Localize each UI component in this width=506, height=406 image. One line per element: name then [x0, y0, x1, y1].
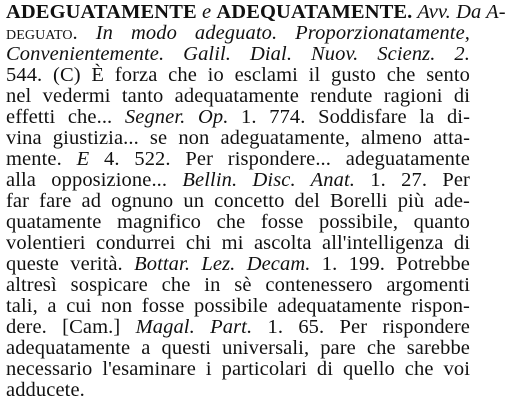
citation-text: alla opposizione...	[6, 169, 183, 191]
citation-text: 1. 774. Soddisfare la di-	[228, 106, 471, 128]
citation-text: quatamente magnifico che fosse possibile, quanto	[6, 211, 470, 233]
text-italic: e	[196, 1, 217, 23]
citation-text: 4. 522. Per rispondere... adeguatamente	[89, 148, 470, 170]
citation-text: queste verità.	[6, 253, 135, 275]
citation-text: 1. 27. Per	[354, 169, 470, 191]
citation-text: necessario l'esaminare i particolari di quello che voi	[6, 358, 470, 380]
citation-text: dere. [Cam.]	[6, 316, 136, 338]
citation-text: tali, a cui non fosse possibile adequatamente rispon-	[6, 295, 470, 317]
citation-text: adducete.	[6, 379, 85, 401]
source-reference: Segner. Op.	[124, 106, 229, 128]
citation-text: far fare ad ognuno un concetto del Borelli più ade-	[6, 190, 470, 212]
source-reference: Bellin. Disc. Anat.	[182, 169, 355, 191]
headword: ADEGUATAMENTE	[6, 1, 197, 23]
definition: In modo adeguato. Proporzionatamente,	[77, 22, 470, 44]
etymon: deguato.	[6, 22, 78, 44]
citation-text: effetti che...	[6, 106, 125, 128]
citation-text: 1. 199. Potrebbe	[310, 253, 470, 275]
citation-text: 1. 65. Per rispondere	[252, 316, 470, 338]
source-reference: Magal. Part.	[135, 316, 253, 338]
citation-text: 544. (C) È forza che io esclami il gusto che sento	[6, 64, 470, 86]
source-reference: Bottar. Lez. Decam.	[134, 253, 311, 275]
citation-text: altresì sospicare che in sè contenessero argomenti	[6, 274, 470, 296]
part-of-speech: Avv. Da A-	[412, 1, 506, 23]
citation-text: adequatamente a questi universali, pare che sarebbe	[6, 337, 470, 359]
citation-text: volentieri condurrei chi mi ascolta all'intelligenza di	[6, 232, 470, 254]
source-reference: E	[76, 148, 90, 170]
headword-variant: ADEQUATAMENTE.	[216, 1, 413, 23]
entry-line	[6, 378, 470, 402]
citation-text: mente.	[6, 148, 77, 170]
citation-text: vina giustizia... se non adeguatamente, almeno atta-	[6, 127, 470, 149]
definition: Convenientemente. Galil. Dial. Nuov. Scienz. 2.	[6, 43, 470, 65]
citation-text: nel vedermi tanto adequatamente rendute ragioni di	[6, 85, 470, 107]
